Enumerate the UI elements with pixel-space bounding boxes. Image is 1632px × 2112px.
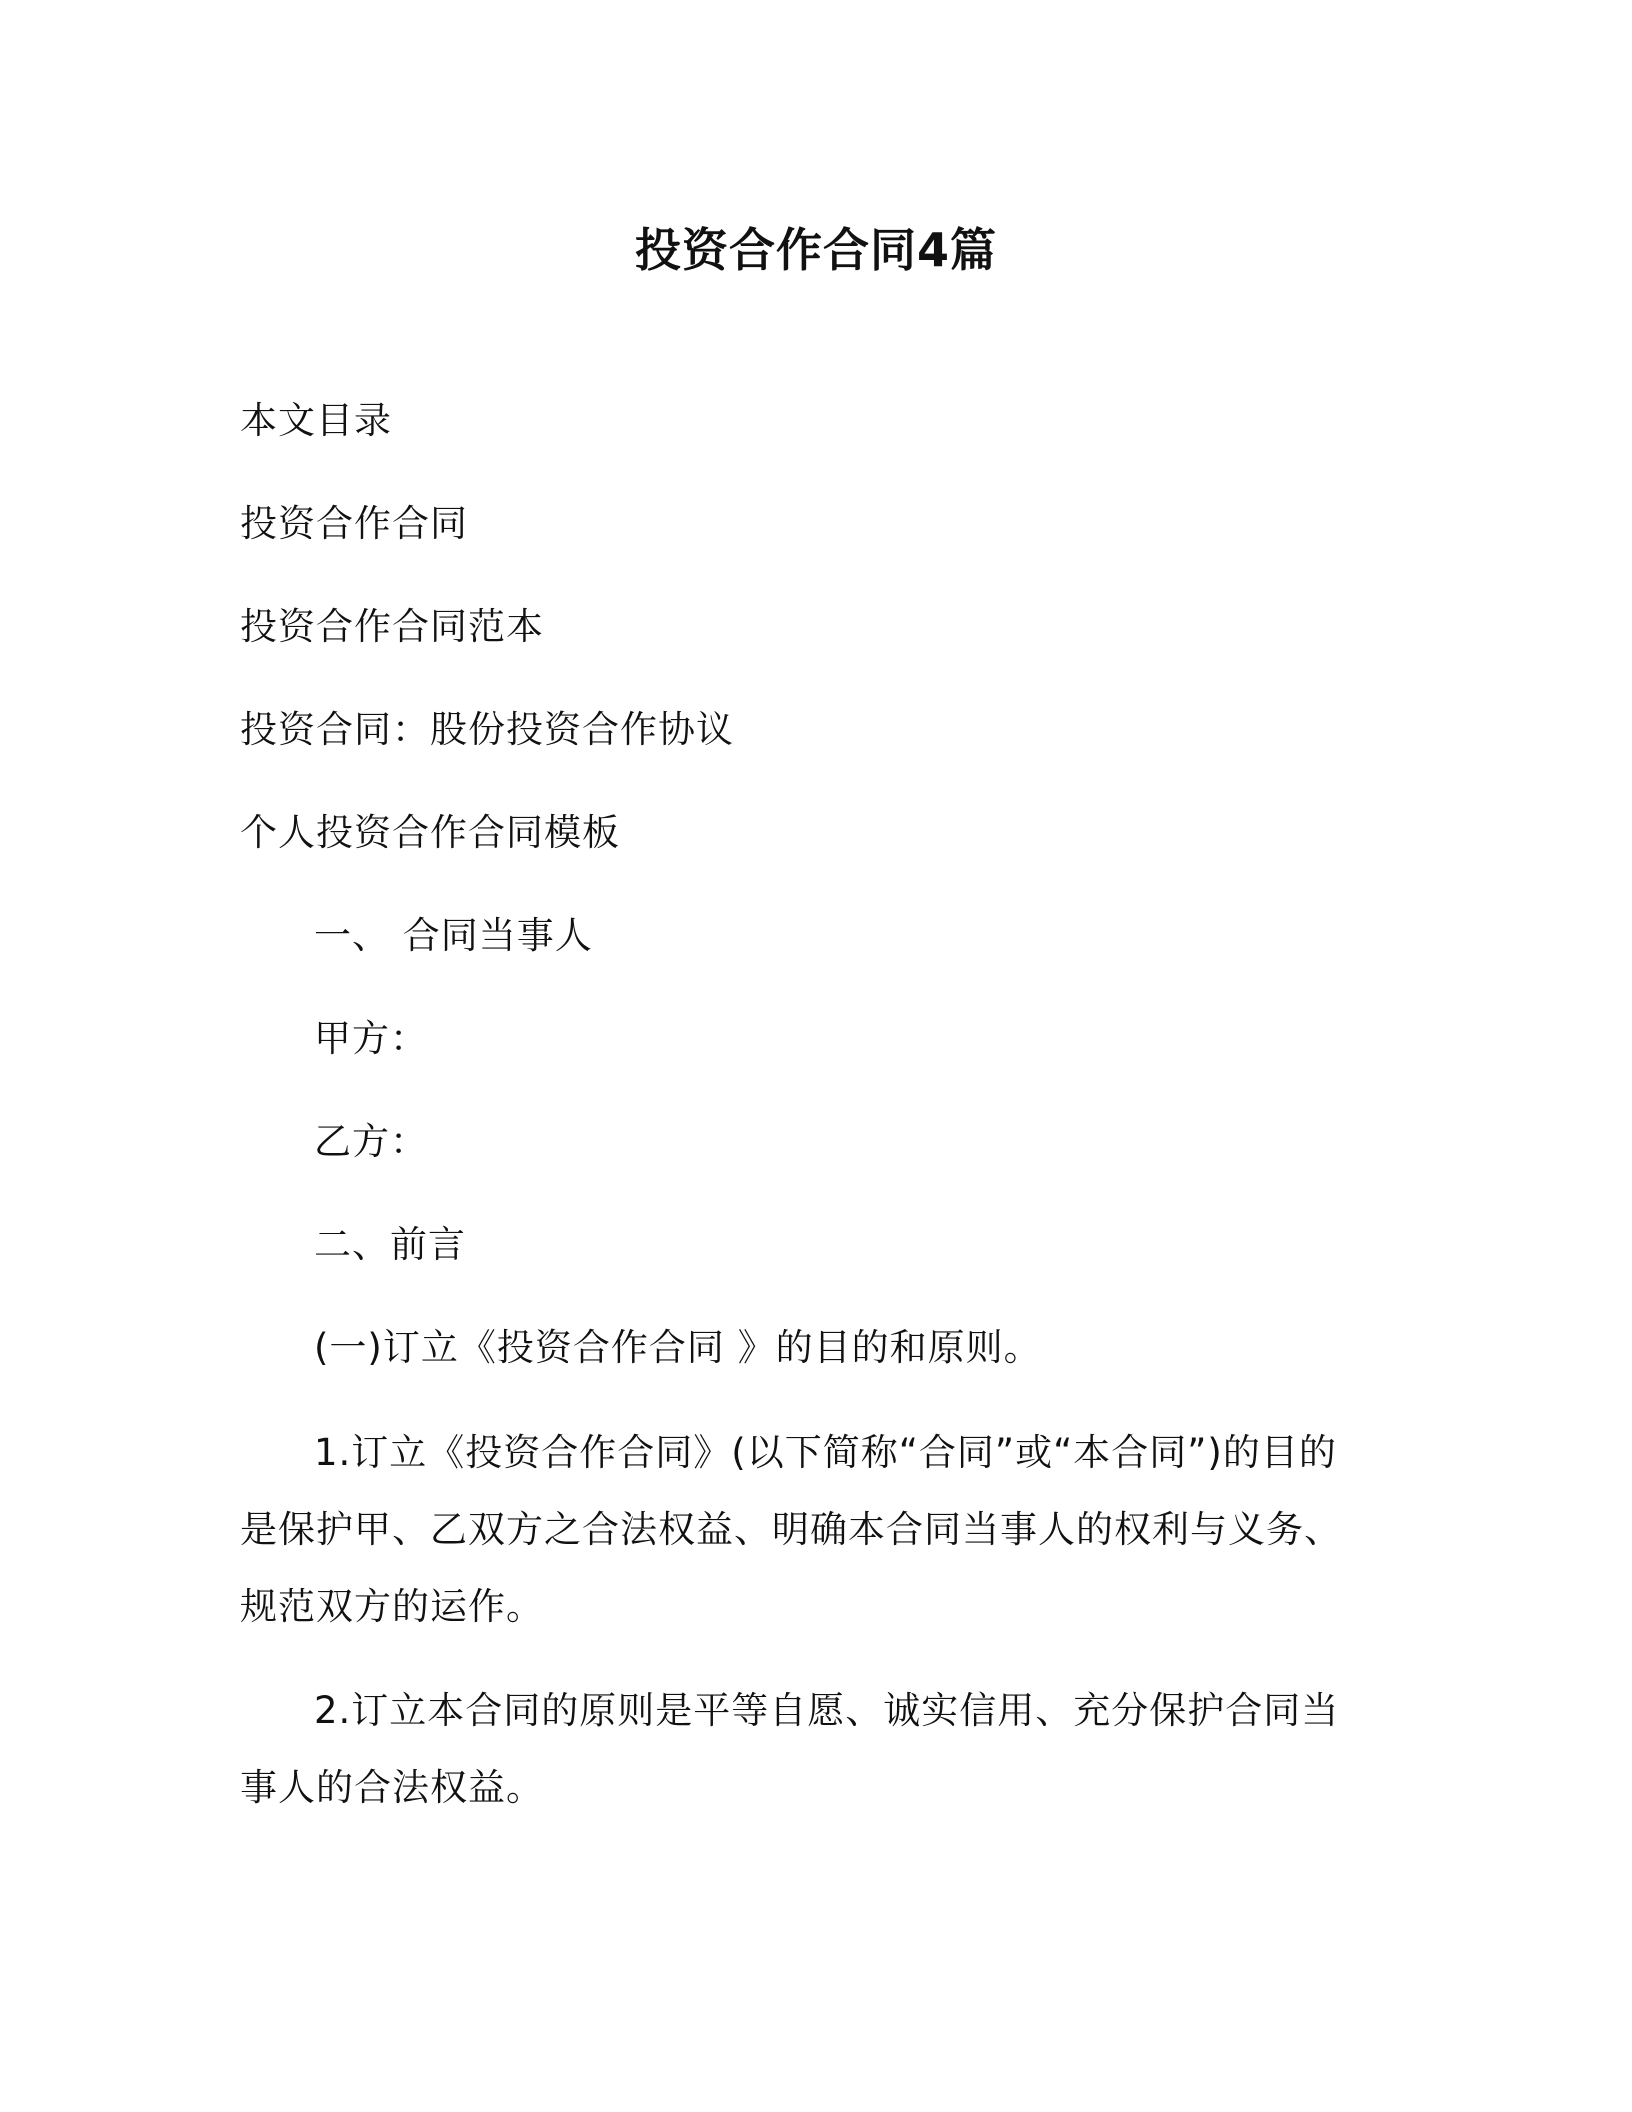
toc-item: 投资合作合同	[240, 502, 468, 545]
toc-item: 投资合同：股份投资合作协议	[240, 708, 734, 751]
document-title: 投资合作合同4篇	[634, 223, 997, 277]
toc-heading: 本文目录	[240, 399, 392, 442]
section-heading-preface: 二、前言	[314, 1223, 466, 1266]
party-b-label: 乙方：	[314, 1120, 428, 1163]
paragraph-principle: 2.订立本合同的原则是平等自愿、诚实信用、充分保护合同当事人的合法权益。	[240, 1689, 1340, 1809]
toc-item: 投资合作合同范本	[240, 605, 544, 648]
party-a-label: 甲方：	[314, 1017, 428, 1060]
toc-item: 个人投资合作合同模板	[240, 811, 620, 854]
paragraph-purpose: 1.订立《投资合作合同》(以下简称“合同”或“本合同”)的目的是保护甲、乙双方之合法权益、明确本合同当事人的权利与义务、规范双方的运作。	[240, 1431, 1342, 1628]
section-heading-parties: 一、 合同当事人	[314, 914, 593, 957]
subsection-heading-purpose: (一)订立《投资合作合同 》的目的和原则。	[314, 1326, 1042, 1369]
